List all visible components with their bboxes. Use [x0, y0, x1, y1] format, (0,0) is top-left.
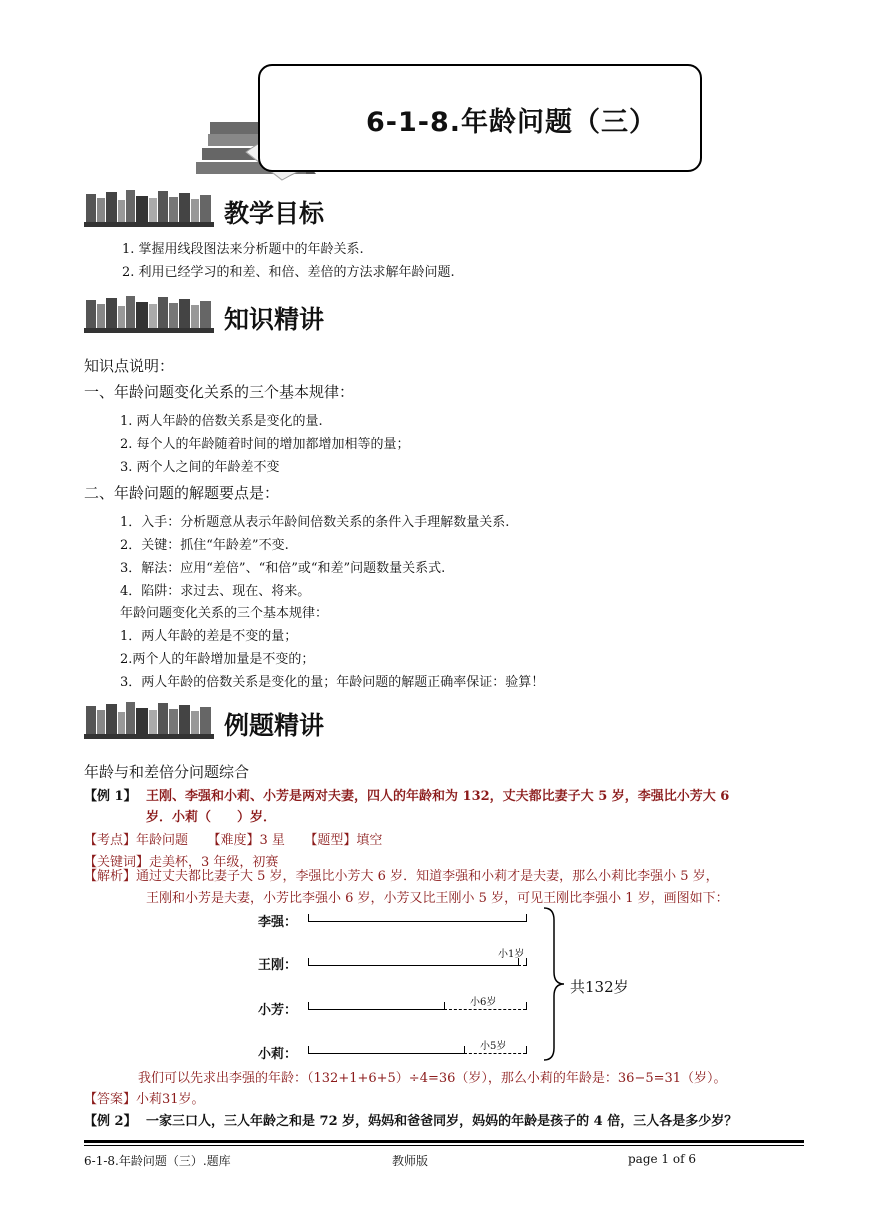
footer-left: 6-1-8.年龄问题（三）.题库 [84, 1154, 231, 1168]
footer-center: 教师版 [392, 1154, 429, 1168]
diagram-label-xiaoli: 小莉： [258, 1047, 298, 1062]
section-title-examples: 例题精讲 [224, 711, 325, 740]
example-1-question-line1: 王刚、李强和小莉、小芳是两对夫妻，四人的年龄和为 132，丈夫都比妻子大 5 岁，李强比小芳大 6 [146, 789, 730, 804]
knowledge-intro: 知识点说明： [84, 357, 175, 375]
knowledge-part2-item-4: 4．陷阱：求过去、现在、将来。 [120, 584, 311, 599]
knowledge-part1-title: 一、年龄问题变化关系的三个基本规律： [84, 383, 355, 401]
section-title-goals: 教学目标 [224, 199, 325, 228]
footer-rule-thin [84, 1145, 804, 1146]
knowledge-summary-item-1: 1．两人年龄的差是不变的量； [120, 629, 298, 644]
footer-rule [84, 1140, 804, 1143]
diagram-total: 共132岁 [570, 978, 629, 996]
knowledge-part1-item-3: 3. 两个人之间的年龄差不变 [120, 460, 280, 475]
diagram-label-xiaofang: 小芳： [258, 1003, 298, 1018]
segment-liqiang [308, 921, 526, 922]
example-1-computation: 我们可以先求出李强的年龄：（132+1+6+5）÷4=36（岁），那么小莉的年龄是：36−5=31（岁）。 [138, 1071, 727, 1086]
section-header-examples [84, 700, 384, 746]
note-6-years: 小6岁 [470, 997, 497, 1008]
goal-item-2: 2. 利用已经学习的和差、和倍、差倍的方法求解年龄问题. [122, 265, 455, 280]
section-header-goals [84, 188, 384, 234]
books-shelf-icon [84, 188, 214, 228]
goal-item-1: 1. 掌握用线段图法来分析题中的年龄关系. [122, 242, 364, 257]
segment-xiaoli [308, 1053, 464, 1054]
curly-brace [540, 906, 570, 1062]
segment-xiaofang [308, 1009, 444, 1010]
example-1-analysis-line1: 【解析】通过丈夫都比妻子大 5 岁，李强比小芳大 6 岁．知道李强和小莉才是夫妻，那么小莉比李强小 5 岁， [84, 869, 719, 884]
example-1-analysis-line2: 王刚和小芳是夫妻，小芳比李强小 6 岁，小芳又比王刚小 5 岁，可见王刚比李强小 1 岁，画图如下： [146, 891, 729, 906]
section-header-knowledge [84, 294, 384, 340]
example-1-tag: 【例 1】 [84, 789, 137, 804]
example-1-meta: 【考点】年龄问题 【难度】3 星 【题型】填空 [84, 833, 383, 848]
diagram-label-wanggang: 王刚： [258, 958, 298, 973]
examples-subtitle: 年龄与和差倍分问题综合 [84, 763, 250, 781]
segment-wanggang [308, 965, 518, 966]
example-2-question: 一家三口人，三人年龄之和是 72 岁，妈妈和爸爸同岁，妈妈的年龄是孩子的 4 倍，三人各是多少岁？ [146, 1114, 738, 1129]
note-5-years: 小5岁 [480, 1041, 507, 1052]
example-2-tag: 【例 2】 [84, 1114, 137, 1129]
example-1-answer: 【答案】小莉31岁。 [84, 1092, 205, 1107]
knowledge-summary-item-2: 2.两个人的年龄增加量是不变的； [120, 652, 315, 667]
knowledge-part2-item-3: 3．解法：应用“差倍”、“和倍”或“和差”问题数量关系式. [120, 561, 446, 576]
note-1-year: 小1岁 [498, 949, 525, 960]
knowledge-part1-item-2: 2. 每个人的年龄随着时间的增加都增加相等的量； [120, 437, 410, 452]
knowledge-part2-item-2: 2．关键：抓住“年龄差”不变. [120, 538, 289, 553]
books-shelf-icon [84, 294, 214, 334]
knowledge-summary-item-3: 3．两人年龄的倍数关系是变化的量；年龄问题的解题正确率保证：验算！ [120, 675, 545, 690]
knowledge-part2-title: 二、年龄问题的解题要点是： [84, 484, 280, 502]
diagram-label-liqiang: 李强： [258, 915, 298, 930]
section-title-knowledge: 知识精讲 [224, 305, 325, 334]
knowledge-summary-title: 年龄问题变化关系的三个基本规律： [120, 606, 329, 621]
knowledge-part2-item-1: 1．入手：分析题意从表示年龄间倍数关系的条件入手理解数量关系. [120, 515, 510, 530]
example-1-question-line2: 岁．小莉（ ）岁． [146, 810, 277, 825]
books-shelf-icon [84, 700, 214, 740]
example-1-keywords: 【关键词】走美杯，3 年级，初赛 [84, 855, 279, 870]
knowledge-part1-item-1: 1. 两人年龄的倍数关系是变化的量. [120, 414, 323, 429]
footer-page-number: page 1 of 6 [628, 1152, 696, 1166]
page-title: 6-1-8.年龄问题（三） [366, 107, 658, 138]
